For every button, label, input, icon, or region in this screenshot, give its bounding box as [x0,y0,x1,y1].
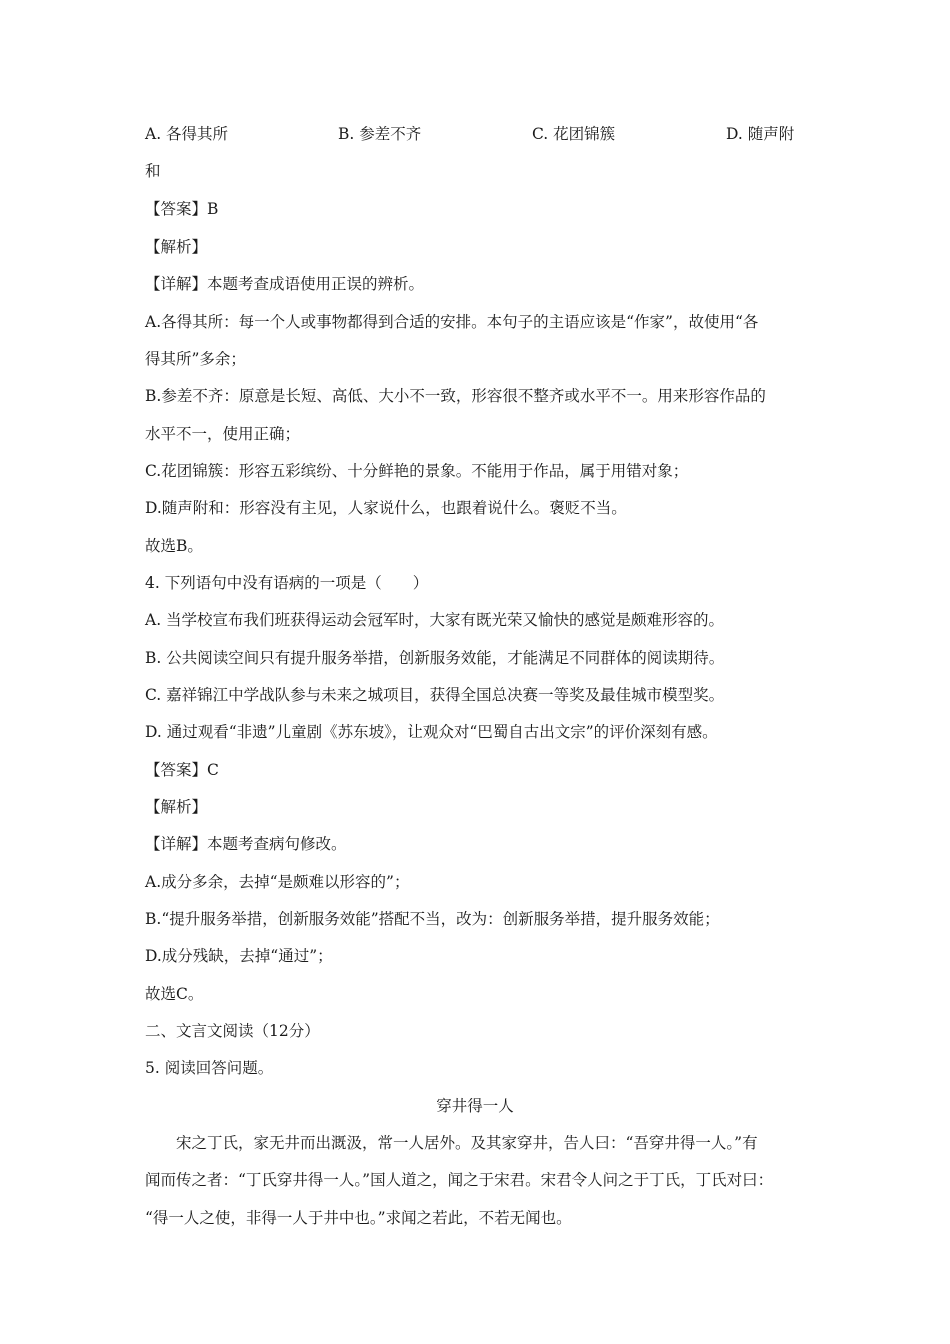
passage-line: 宋之丁氏，家无井而出溉汲，常一人居外。及其家穿井，告人曰：“吾穿井得一人。”有 [176,1134,758,1152]
q4-explanation-line: A.成分多余，去掉“是颇难以形容的”； [145,873,410,891]
q3-explanation-line: A.各得其所：每一个人或事物都得到合适的安排。本句子的主语应该是“作家”，故使用“各 [145,313,759,331]
q3-explanation-line: 得其所”多余； [145,350,246,368]
q3-option-d-wrap: 和 [145,162,161,180]
q3-option-b: B. 参差不齐 [338,125,422,143]
passage-line: 闻而传之者：“丁氏穿井得一人。”国人道之，闻之于宋君。宋君令人问之于丁氏，丁氏对曰： [145,1171,774,1189]
passage-line: “得一人之使，非得一人于井中也。”求闻之若此，不若无闻也。 [145,1209,572,1227]
q3-option-a: A. 各得其所 [145,125,229,143]
q3-option-d: D. 随声附 [726,125,795,143]
q4-answer: 【答案】C [145,761,219,779]
section-heading: 二、文言文阅读（12分） [145,1022,320,1040]
q3-explanation-line: D.随声附和：形容没有主见，人家说什么，也跟着说什么。褒贬不当。 [145,499,627,517]
q5-stem: 5. 阅读回答问题。 [145,1059,274,1077]
q4-option-a: A. 当学校宣布我们班获得运动会冠军时，大家有既光荣又愉快的感觉是颇难形容的。 [145,611,725,629]
q4-detail: 【详解】本题考查病句修改。 [145,835,347,853]
q3-option-c: C. 花团锦簇 [532,125,616,143]
q4-analysis-label: 【解析】 [145,798,208,816]
q3-explanation-line: C.花团锦簇：形容五彩缤纷、十分鲜艳的景象。不能用于作品，属于用错对象； [145,462,689,480]
q3-conclusion: 故选B。 [145,537,203,555]
q3-explanation-line: 水平不一，使用正确； [145,425,301,443]
q4-stem: 4. 下列语句中没有语病的一项是（ ） [145,574,429,592]
passage-title: 穿井得一人 [436,1097,514,1115]
q3-analysis-label: 【解析】 [145,238,208,256]
q3-answer: 【答案】B [145,200,219,218]
q4-explanation-line: D.成分残缺，去掉“通过”； [145,947,333,965]
q4-option-d: D. 通过观看“非遗”儿童剧《苏东坡》，让观众对“巴蜀自古出文宗”的评价深刻有感。 [145,723,718,741]
q4-option-b: B. 公共阅读空间只有提升服务举措，创新服务效能，才能满足不同群体的阅读期待。 [145,649,725,667]
q4-explanation-line: B.“提升服务举措，创新服务效能”搭配不当，改为：创新服务举措，提升服务效能； [145,910,720,928]
q3-detail: 【详解】本题考查成语使用正误的辨析。 [145,275,425,293]
q4-option-c: C. 嘉祥锦江中学战队参与未来之城项目，获得全国总决赛一等奖及最佳城市模型奖。 [145,686,725,704]
q4-conclusion: 故选C。 [145,985,204,1003]
q3-explanation-line: B.参差不齐：原意是长短、高低、大小不一致，形容很不整齐或水平不一。用来形容作品的 [145,387,766,405]
